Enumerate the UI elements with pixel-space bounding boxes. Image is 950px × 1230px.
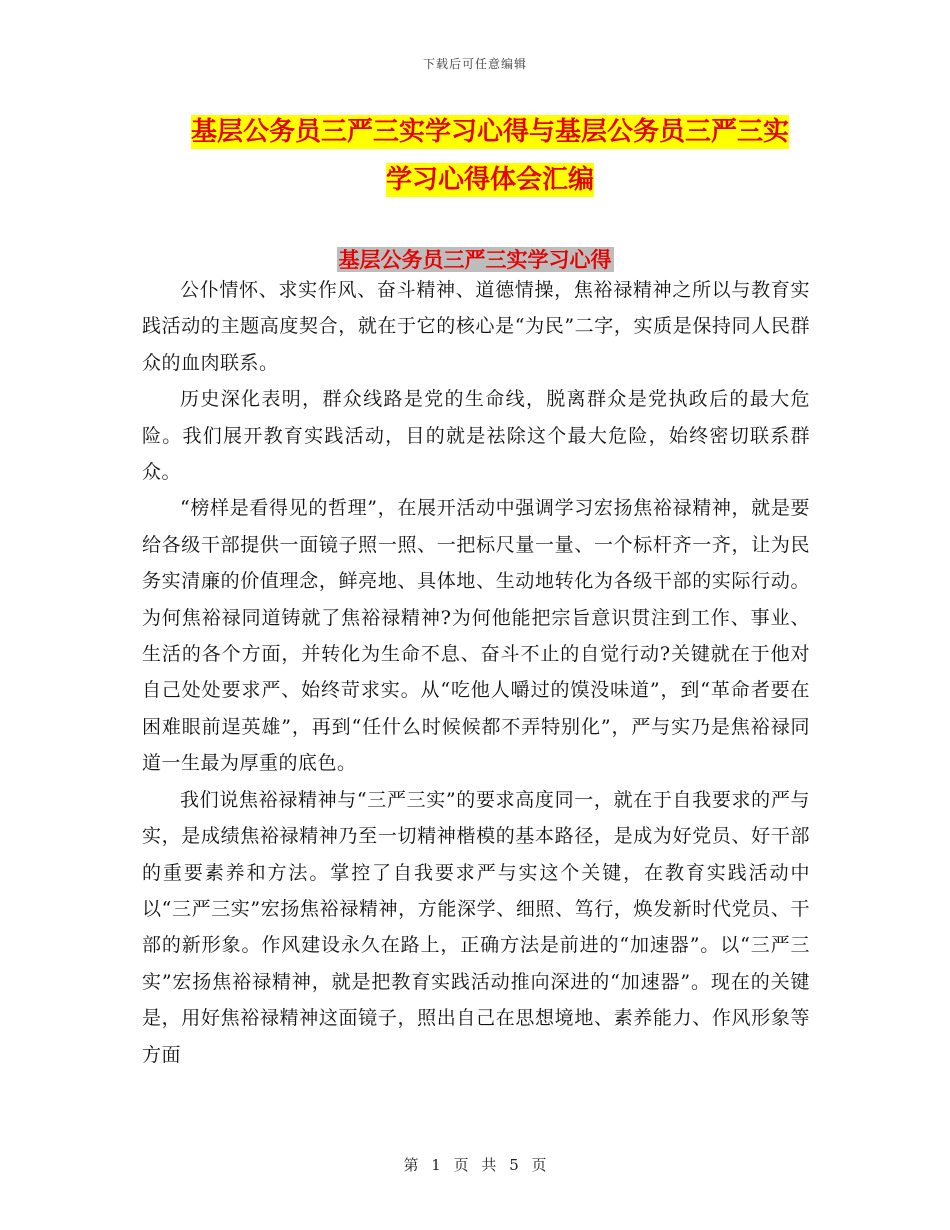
section-title-text: 基层公务员三严三实学习心得 [338,247,612,272]
header-note: 下载后可任意编辑 [422,57,527,71]
document-title-line1: 基层公务员三严三实学习心得与基层公务员三严三实 [190,117,789,147]
paragraph: 历史深化表明，群众线路是党的生命线，脱离群众是党执政后的最大危险。我们展开教育实践活动，目的就是祛除这个最大危险，始终密切联系群众。 [142,388,810,484]
footer-current-page: 1 [431,1156,441,1174]
paragraph: “榜样是看得见的哲理”，在展开活动中强调学习宏扬焦裕禄精神，就是要给各级干部提供一面镜子照一照、一把标尺量一量、一个标杆齐一齐，让为民务实清廉的价值理念，鲜亮地、具体地、生动地转化为各级干部的实际行动。为何焦裕禄同道铸就了焦裕禄精神?为何他能把宗旨意识贯注到工作、事业、生活的各个方面，并转化为生命不息、奋斗不止的自觉行动?关键就在于他对自己处处要求严、始终苛求实。从“吃他人嚼过的馍没味道”，到“革命者要在困难眼前逞英雄”，再到“任什么时候候都不弄特别化”，严与实乃是焦裕禄同道一生最为厚重的底色。 [142,497,810,775]
page-footer [0,1154,950,1175]
footer-mid2: 共 [481,1156,497,1174]
footer-mid1: 页 [453,1156,469,1174]
footer-prefix: 第 [403,1156,419,1174]
document-title-line2: 学习心得体会汇编 [385,165,594,195]
paragraph: 公仆情怀、求实作风、奋斗精神、道德情操，焦裕禄精神之所以与教育实践活动的主题高度契合，就在于它的核心是“为民”二字，实质是保持同人民群众的血肉联系。 [142,279,810,374]
footer-total-pages: 5 [509,1156,519,1174]
footer-suffix: 页 [531,1156,547,1174]
document-title [140,108,840,204]
paragraph: 我们说焦裕禄精神与“三严三实”的要求高度同一，就在于自我要求的严与实，是成绩焦裕禄精神乃至一切精神楷模的基本路径，是成为好党员、好干部的重要素养和方法。掌控了自我要求严与实这个关键，在教育实践活动中以“三严三实”宏扬焦裕禄精神，方能深学、细照、笃行，焕发新时代党员、干部的新形象。作风建设永久在路上，正确方法是前进的“加速器”。以“三严三实”宏扬焦裕禄精神，就是把教育实践活动推向深进的“加速器”。现在的关键是，用好焦裕禄精神这面镜子，照出自己在思想境地、素养能力、作风形象等方面 [142,788,810,1066]
body-text [142,272,810,1073]
section-title [0,245,950,275]
